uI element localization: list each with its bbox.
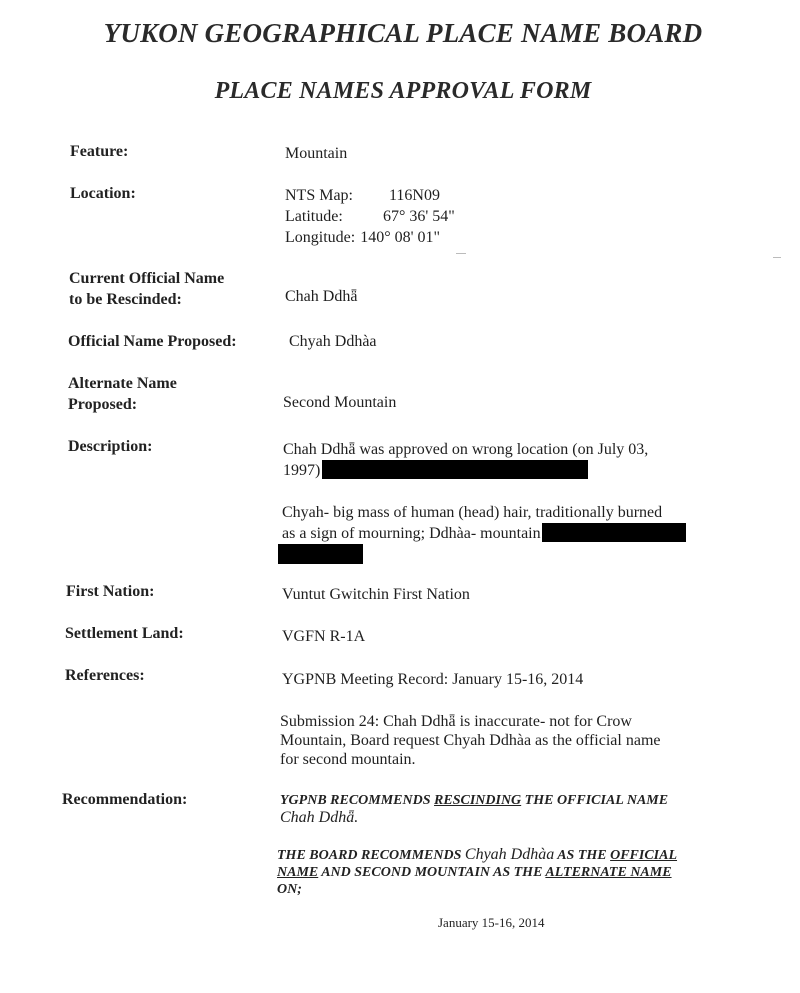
document-title: YUKON GEOGRAPHICAL PLACE NAME BOARD (103, 18, 703, 48)
scan-speck (773, 257, 781, 258)
current-official-name-value: Chah Ddhǟ (285, 288, 358, 305)
settlement-land-value: VGFN R-1A (282, 628, 366, 645)
recommendation-2: THE BOARD RECOMMENDS Chyah Ddhàa AS THE OFFICIAL NAME AND SECOND MOUNTAIN AS THE ALTERNATE NAME ON; (277, 846, 678, 897)
alternate-name-value: Second Mountain (283, 394, 397, 411)
footer-date: January 15-16, 2014 (438, 915, 545, 930)
recommendation-1: YGPNB RECOMMENDS RESCINDING THE OFFICIAL NAME Chah Ddhǟ. (280, 793, 669, 826)
redaction-bar (542, 523, 686, 542)
longitude-value: 140° 08' 01" (360, 229, 441, 246)
scan-speck (456, 253, 466, 254)
location-label: Location: (70, 185, 136, 202)
redaction-bar (322, 460, 588, 479)
official-name-proposed-value: Chyah Ddhàa (289, 333, 377, 350)
recommendation-label: Recommendation: (62, 791, 188, 808)
first-nation-value: Vuntut Gwitchin First Nation (282, 586, 470, 603)
feature-value: Mountain (285, 145, 348, 162)
description-paragraph-2: Chyah- big mass of human (head) hair, traditionally burned as a sign of mourning; Ddhàa- mountain (282, 502, 752, 565)
longitude-row (285, 227, 455, 248)
description-label: Description: (68, 438, 153, 455)
official-name-proposed-label: Official Name Proposed: (68, 333, 237, 350)
latitude-row (285, 206, 455, 227)
references-label: References: (65, 667, 145, 684)
longitude-key: Longitude: (285, 229, 356, 246)
settlement-land-label: Settlement Land: (65, 625, 184, 642)
nts-map-value: 116N09 (389, 187, 440, 204)
references-value-2: Submission 24: Chah Ddhǟ is inaccurate- not for Crow Mountain, Board request Chyah Ddhàa as the official name for second mountain. (280, 713, 661, 768)
location-block (285, 185, 455, 248)
description-paragraph-1: Chah Ddhǟ was approved on wrong location (on July 03, 1997) (283, 441, 649, 479)
current-official-name-label: Current Official Name to be Rescinded: (69, 270, 225, 308)
first-nation-label: First Nation: (66, 583, 155, 600)
feature-label: Feature: (70, 143, 129, 160)
references-value-1: YGPNB Meeting Record: January 15-16, 2014 (282, 671, 584, 688)
nts-map-key: NTS Map: (285, 187, 353, 204)
form-subtitle: PLACE NAMES APPROVAL FORM (214, 78, 592, 104)
nts-map-row (285, 185, 455, 206)
latitude-value: 67° 36' 54" (383, 208, 455, 225)
alternate-name-label: Alternate Name Proposed: (68, 375, 177, 413)
redaction-bar (278, 544, 363, 564)
latitude-key: Latitude: (285, 208, 343, 225)
